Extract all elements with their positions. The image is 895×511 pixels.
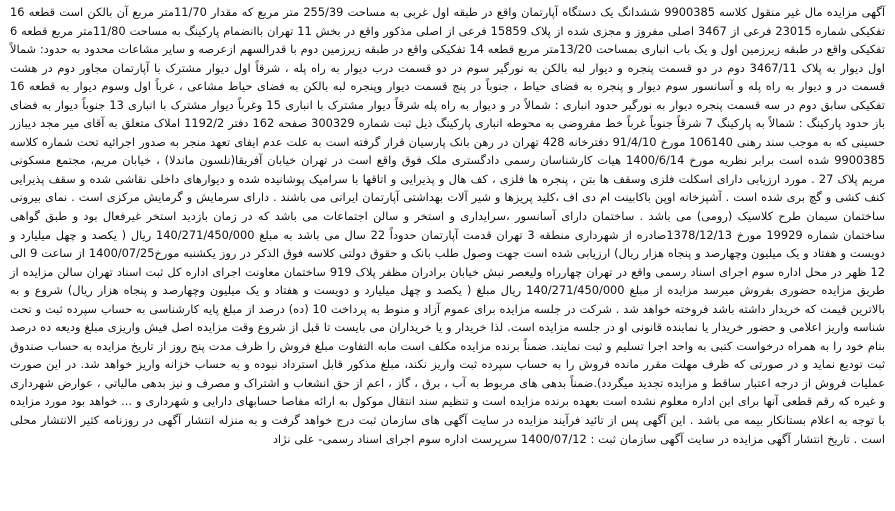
auction-notice-text: آگهی مزایده مال غیر منقول کلاسه 9900385 ششدانگ یک دستگاه آپارتمان واقع در طبقه اول غربی به مساحت 255/39 متر مربع که مقدار 11/70متر مربع آن بالکن است قطعه 16 تفکیکی شماره 23015 فرعی از 3467 اصلی مفروز و مجزی شده از پلاک 15859 فرعی از اصلی مذکور واقع در بخش 11 تهران باانضمام پارکینگ به مساحت 11/80متر مربع قطعه 6 تفکیکی واقع در طبقه زیرزمین اول و یک باب انباری بمساحت 13/20متر مربع قطعه 14 تفکیکی واقع در طبقه زیرزمین دوم با قدرالسهم ازعرصه و سایر مشاعات محدود به حدود: شمالاً اول دیوار به پلاک 3467/11 دوم در دو قسمت پنجره و دیوار لبه بالکن به نورگیر سوم در دو قسمت درب دیوار به راه پله ، شرقاً اول دیوار مشترک با آپارتمان مجاور دوم در هشت قسمت در و دیوار به راه پله و آسانسور سوم دیوار و پنجره به فضای حیاط ، جنوباً در پنج قسمت دیوار وپنجره لبه بالکن به فضای حیاط مشاعی ، غرباً اول وسوم دیوار به قطعه 16 تفکیکی سابق دوم در سه قسمت پنجره دیوار به نورگیر حدود انباری : شمالاً در و دیوار به راه پله شرقاً دیوار مشترک با انباری 15 وغرباً دیوار مشترک با انباری 13 جنوباً دیوار به فضای باز حدود پارکینگ : شمالاً به پارکینگ 7 شرقاً جنوباً غرباً خط مفروضی به محوطه انباری پارکینگ ذیل ثبت شماره 300329 صفحه 162 دفتر 1192/2 املاک متعلق به آقای میر مجد دیبازر حسینی که به موجب سند رهنی 106140 مورخ 91/4/10 دفترخانه 428 تهران در رهن بانک پارسیان قرار گرفته است به علت عدم ایفای تعهد منجر به صدور اجرائیه تحت شماره کلاسه 9900385 شده است برابر نظریه مورخ 1400/6/14 هیات کارشناسان رسمی دادگستری ملک فوق واقع است در تهران خیابان آفریقا(نلسون ماندلا) ، خیابان مریم، مجتمع مسکونی مریم پلاک 27 . مورد ارزیابی دارای اسکلت فلزی وسقف ها بتن ، پنجره ها فلزی ، کف هال و پذیرایی و اتاقها با سرامیک پوشانیده شده و دیوارهای داخلی نقاشی شده و سقف پذیرایی کنف کشی و گچ بری شده است . آشپزخانه اوپن باکابینت ام دی اف ،کلید پریزها و شیر آلات بهداشتی آپارتمان ایرانی می باشند . دارای سرمایش و گرمایش مرکزی است . نمای بیرونی ساختمان سیمان طرح کلاسیک (رومی) می باشد . ساختمان دارای آسانسور ،سرایداری و استخر و سالن اجتماعات می باشد که در زمان بازدید استخر غیرفعال بود و طبق گواهی ساختمان شماره 19929 مورخ 1378/12/13صادره از شهرداری منطقه 3 تهران قدمت آپارتمان حدوداً 22 سال می باشد به مبلغ 140/271/450/000 ریال ( یکصد و چهل میلیارد و دویست و هفتاد و یک میلیون وچهارصد و پنجاه هزار ریال) ارزیابی شده است جهت وصول طلب بانک و حقوق دولتی کلاسه فوق الذکر در روز یکشنبه مورخ1400/07/25 از ساعت 9 الی 12 ظهر در محل اداره سوم اجرای اسناد رسمی واقع در تهران چهارراه ولیعصر نبش خیابان برادران مظفر پلاک 919 ساختمان معاونت اجرای اداره کل ثبت اسناد تهران سالن مزایده از طریق مزایده حضوری بفروش میرسد مزایده از مبلغ 140/271/450/000 ریال مبلغ ( یکصد و چهل میلیارد و دویست و هفتاد و یک میلیون وچهارصد و پنجاه هزار ریال) شروع و به بالاترین قیمت که خریدار داشته باشد فروخته خواهد شد . شرکت در جلسه مزایده برای عموم آزاد و منوط به پرداخت 10 (ده) درصد از مبلغ پایه کارشناسی به حساب سپرده ثبت و تحت شناسه واریز اعلامی و حضور خریدار یا نماینده قانونی او در جلسه مزایده است. لذا خریدار و یا خریداران می بایست تا قبل از شروع وقت مزایده اصل فیش واریزی مبلغ ودیعه ده درصد بنام خود را به همراه درخواست کتبی به واحد اجرا تسلیم و ثبت نمایند. ضمناً برنده مزایده مکلف است مابه التفاوت مبلغ فروش را ظرف مدت پنج روز از تاریخ مزایده به حساب صندوق ثبت تودیع نماید و در صورتی که ظرف مهلت مقرر مانده فروش را به حساب سپرده ثبت واریز نکند، مبلغ مذکور قابل استرداد نبوده و به حساب خزانه واریز خواهد شد. در این صورت عملیات فروش از درجه اعتبار ساقط و مزایده تجدید میگردد).ضمناً بدهی های مربوط به آب ، برق ، گاز ، اعم از حق انشعاب و اشتراک و مصرف و نیز بدهی مالیاتی ، عوارض شهرداری و غیره که رقم قطعی آنها برای این اداره معلوم نشده است بعهده برنده مزایده است و تنظیم سند انتقال موکول به ارائه مفاصا حسابهای دارایی و شهرداری و ... خواهد بود مورد مزایده با توجه به اعلام بستانکار بیمه می باشد . این آگهی پس از تائید فرآیند مزایده در سایت آگهی های سازمان ثبت درج خواهد گرفت و به منزله انتشار آگهی در روزنامه کثیر الانتشار محلی است . تاریخ انتشار آگهی مزایده در سایت آگهی سازمان ثبت : 1400/07/12 سرپرست اداره سوم اجرای اسناد رسمی- علی نژاد	[10, 5, 886, 446]
